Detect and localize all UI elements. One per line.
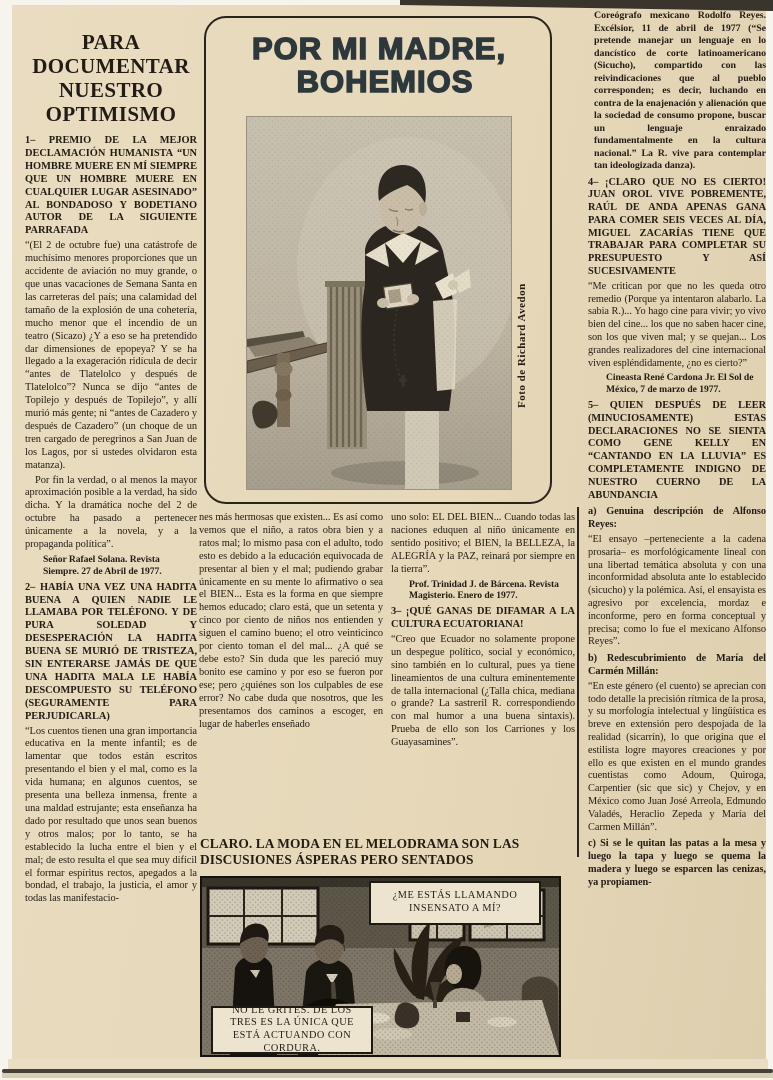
column-divider-rule (577, 507, 579, 857)
photo-caption-box-text: NO LE GRITES. DE LOS TRES ES LA ÚNICA QUE ESTÁ ACTUANDO CON CORDURA. (230, 1004, 354, 1054)
paragraph: 3– ¡QUÉ GANAS DE DIFAMAR A LA CULTURA ECUATORIANA! (391, 606, 575, 631)
paragraph: Coreógrafo mexicano Rodolfo Reyes. Excélsior, 11 de abril de 1977 (“Se pretende manejar un lenguaje en lo dancístico de corte latinoamericano (Sicucho), compartido con las reivindicaciones que al pueblo corresponden; es decir, luchando en contra de la enajenación y alienación que la sociedad de consumo propone, buscar un lenguaje enraizado fundamentalmente en la cultura nacional.” La R. vive para contemplar tan ideologizada danza). (594, 10, 766, 171)
article-title-line2: BOHEMIOS (296, 64, 474, 99)
speech-bubble (369, 881, 541, 925)
photo-caption-headline: CLARO. LA MODA EN EL MELODRAMA SON LAS DISCUSIONES ÁSPERAS PERO SENTADOS (200, 836, 520, 867)
section-heading: PARA DOCUMENTAR NUESTRO OPTIMISMO (32, 30, 190, 126)
paragraph: 1– PREMIO DE LA MEJOR DECLAMACIÓN HUMANISTA “UN HOMBRE MUERE EN MÍ SIEMPRE QUE UN HOMBRE MUERE EN CUALQUIER LUGAR ASESINADO” AL BONDADOSO Y BODETIANO AUTOR DE LA SIGUIENTE PARRAFADA (25, 135, 197, 237)
paragraph: Prof. Trinidad J. de Bárcena. Revista Magisterio. Enero de 1977. (409, 578, 559, 602)
middle-column-a-body (199, 512, 383, 731)
paragraph: nes más hermosas que existen... Es así como vemos que el niño, a ratos obra bien y a ratos mal; lo mismo pasa con el adulto, todo esto es debido a la educación equivocada de presentar al bien y el mal; pudiendo grabar únicamente en su mente lo afirmativo o sea el BIEN... Esta es la forma en que siempre hemos educado; claro está, que un setenta y cinco por ciento de niños nos entienden y siguen el camino bueno; el otro veinticinco por ciento toman el del mal... ¿A qué se debe esto? Sin duda que les pareció muy bonito ese camino y por eso se fueron por ese; pero ¿quiénes son los culpables de ese error? No cabe duda que nosotros, que les presentamos dos caminos a escoger, en lugar de haberles enseñado (199, 512, 383, 730)
article-title (207, 32, 551, 98)
middle-column-b (391, 512, 575, 858)
left-column (25, 30, 197, 1056)
right-column-body (588, 10, 766, 890)
paragraph: Cineasta René Cardona Jr. El Sol de México, 7 de marzo de 1977. (606, 372, 754, 396)
scan-edge-bottom-band (2, 1073, 773, 1078)
paragraph: “Creo que Ecuador no solamente propone un despegue político, social y económico, sino también en lo cultural, pues ya tiene lineamientos de una cultura eminentemente de talla internacional (¿Talla chica, mediana o grande? La sastreril R. correspondiendo con mal humor a una buena sintaxis). Prueba de ello son los Carriones y los Guayasamines”. (391, 633, 575, 749)
speech-bubble-text: ¿ME ESTÁS LLAMANDO INSENSATO A MÍ? (392, 890, 518, 914)
paragraph: 2– HABÍA UNA VEZ UNA HADITA BUENA A QUIEN NADIE LE LLAMABA POR TELÉFONO. Y DE PURA SOLEDAD Y DESESPERACIÓN LA HADITA BUENA SE MURIÓ DE TRISTEZA, SIN ENTERARSE JAMÁS DE QUE UNA HADITA MALA LE HABÍA DESCOMPUESTO SU TELÉFONO (SEGURAMENTE PARA PERJUDICARLA) (25, 581, 197, 722)
communion-boy-photo (246, 116, 512, 490)
middle-column-a (199, 512, 383, 858)
paragraph: 4– ¡CLARO QUE NO ES CIERTO! JUAN OROL VIVE POBREMENTE, RAÚL DE ANDA APENAS GANA PARA COMER SEIS VECES AL DÍA, MIGUEL ZACARÍAS TIENE QUE TRABAJAR PARA COMPLETAR SU PRESUPUESTO Y ASÍ SUCESIVAMENTE (588, 176, 766, 278)
left-column-body (25, 135, 197, 906)
paragraph: c) Si se le quitan las patas a la mesa y luego la tapa y luego se quema la madera y luego se esparcen las cenizas, ya propiamen- (588, 838, 766, 888)
right-column (588, 10, 766, 1058)
paragraph: “El ensayo –perteneciente a la cadena prosaria– es morfológicamente lineal con una libertad temática absoluta y con una inconformidad absoluta ante lo establecido (sicucho) y la polémica. Así, el ensayista es agresivo por excelencia, mordaz e inconforme, pero en forma conceptual y precisa; como lo fue el mexicano Alfonso Reyes”. (588, 534, 766, 648)
paragraph: Por fin la verdad, o al menos la mayor aproximación posible a la verdad, ha sido dicha. Y la dramática noche del 2 de octubre ha pasado a pertenecer únicamente a la novela, y a la propaganda política”. (25, 474, 197, 551)
middle-column-b-body (391, 512, 575, 750)
paragraph: “(El 2 de octubre fue) una catástrofe de muchísimo menores proporciones que un accidente de aviación no muy grande, o que unas vacaciones de Semana Santa en las carreteras del país; una calamidad del tamaño de la explosión de una cohetería, mucho menor que el incendio de un teatro (Sicazo) ¿Y a eso se ha pretendido dar dimensiones de epopeya? Y se ha llegado a la exageración ridícula de decir “antes de Tlatelolco y después de Tlatelolco”? Nunca se dijo “antes de Topilejo y después de Topilejo”, y allí murió más gente; ni “antes de Cazadero y después de Cazadero” (un choque de un tren cargado de peregrinos a San Juan de los Lagos, por si ustedes olvidaron esta matanza). (25, 240, 197, 471)
paragraph: b) Redescubrimiento de María del Carmén Millán: (588, 653, 766, 677)
paragraph: “En este género (el cuento) se aprecian con todo detalle la precisión rítmica de la prosa, y su morfología intelectual y lingüística es breve en extensión pero despojada de la realidad (sicarrín), lo que origina que el estilista logre mayores creaciones y por ello es que existen en el mundo grandes cuentistas como Adoum, Quiroga, Carpentier (sic que sic) y Chejov, y en México como Juan José Arreola, Edmundo Valadés, Heraclio Zepeda y María del Carmen Millán”. (588, 680, 766, 833)
paragraph: “Los cuentos tienen una gran importancia educativa en la mente infantil; es de lamentar que todos están escritos presentando el bien y el mal, como es la vida humana; en algunos cuentos, se presenta una belleza inmensa, frente a una maldad estrujante; esta enseñanza ha dado por resultado que unos sean buenos y otros malos; por lo tanto, se ha establecido la lucha entre el bien y el mal; de esto resulta el que sea muy difícil el formar espíritus rectos, apegados a la bondad, el trabajo, la justicia, el amor y todas las manifestacio- (25, 725, 197, 905)
article-title-line1: POR MI MADRE, (251, 31, 507, 66)
paragraph: 5– QUIEN DESPUÉS DE LEER (MINUCIOSAMENTE) ESTAS DECLARACIONES NO SE SIENTA COMO GENE KELLY EN “CANTANDO EN LA LLUVIA” ES COMPLETAMENTE INDIGNO DE NUESTRO CUERNO DE LA ABUNDANCIA (588, 400, 766, 501)
scan-edge-bottom (8, 1059, 768, 1069)
paragraph: Señor Rafael Solana. Revista Siempre. 27 de Abril de 1977. (43, 554, 162, 577)
photo-credit: Foto de Richard Avedon (516, 283, 528, 408)
paragraph: “Me critican por que no les queda otro remedio (Porque ya intentaron alabarlo. La sabia R.)... Yo hago cine para vivir; yo vivo bien del cine... los que no saben hacer cine, son los que viven mal; y se quejan... Los grandes realizadores del cine internacional viven espléndidamente, ¿no es cierto?” (588, 280, 766, 369)
paragraph: a) Genuina descripción de Alfonso Reyes: (588, 506, 766, 531)
paragraph: uno solo: EL DEL BIEN... Cuando todas las naciones eduquen al niño únicamente en sentido positivo; el BIEN, la BELLEZA, la ALEGRÍA y la PAZ, reinará por siempre en la tierra”. (391, 512, 575, 575)
photo-caption-box (211, 1006, 373, 1054)
